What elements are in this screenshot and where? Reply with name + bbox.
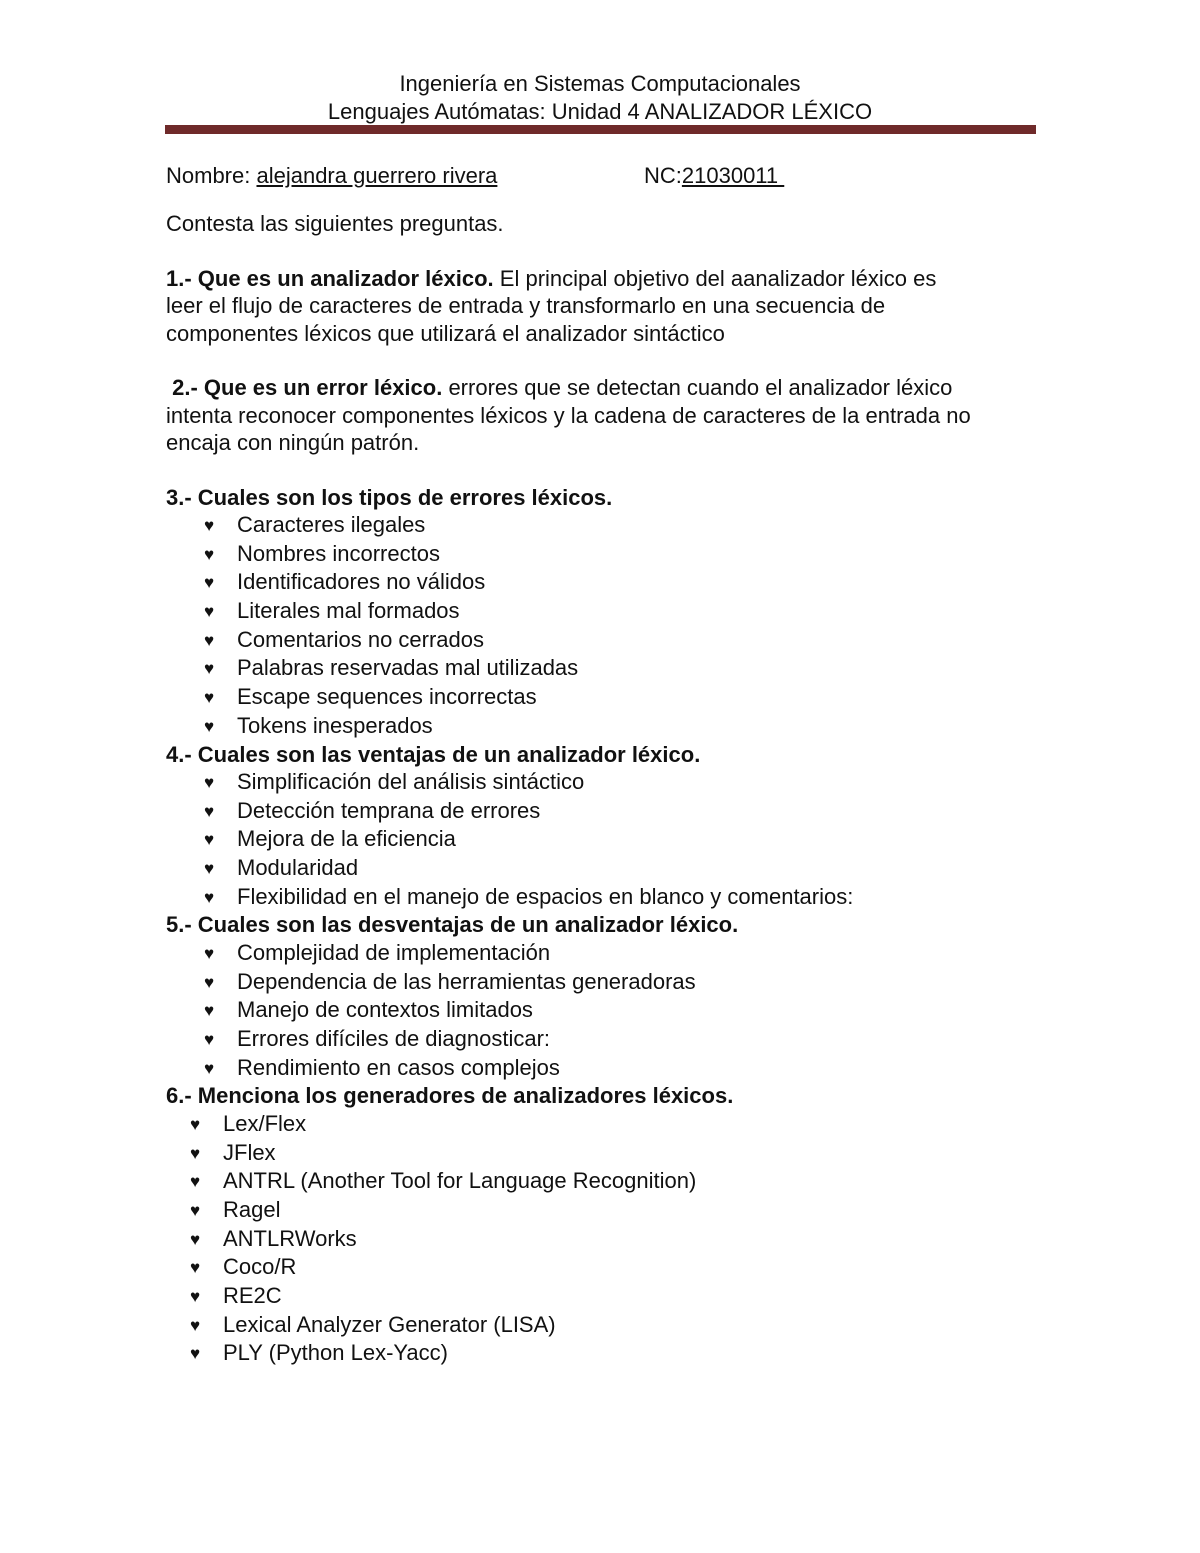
nc-value: 21030011 xyxy=(681,163,785,188)
question-4 xyxy=(166,741,1046,912)
list-item-text: Complejidad de implementación xyxy=(237,939,551,965)
heart-icon: ♥ xyxy=(204,602,215,622)
spacer xyxy=(166,238,1046,265)
list-item-text: Tokens inesperados xyxy=(237,712,433,738)
list-item xyxy=(166,883,1046,912)
heart-icon: ♥ xyxy=(204,1001,215,1021)
list-item xyxy=(166,797,1046,826)
list-item-text: Manejo de contextos limitados xyxy=(237,997,533,1023)
list-item-text: Modularidad xyxy=(237,855,359,881)
heart-icon: ♥ xyxy=(204,688,215,708)
header-institution: Ingeniería en Sistemas Computacionales xyxy=(399,71,801,96)
heart-icon: ♥ xyxy=(190,1172,201,1192)
list-item-text: Flexibilidad en el manejo de espacios en blanco y comentarios: xyxy=(237,883,854,909)
heart-icon: ♥ xyxy=(204,859,215,879)
heart-icon: ♥ xyxy=(204,943,215,963)
heart-icon: ♥ xyxy=(204,1058,215,1078)
list-item xyxy=(166,996,1046,1025)
heart-icon: ♥ xyxy=(204,801,215,821)
list-item xyxy=(166,1253,1046,1282)
question-4-label: 4.- Cuales son las ventajas de un analizador léxico. xyxy=(166,741,701,767)
spacer xyxy=(166,347,1046,374)
list-item xyxy=(166,854,1046,883)
list-item xyxy=(166,939,1046,968)
list-item-text: ANTLRWorks xyxy=(223,1225,357,1251)
list-item-text: RE2C xyxy=(223,1283,282,1308)
heart-icon: ♥ xyxy=(204,573,215,593)
question-1-answer-line: El principal objetivo del aanalizador léxico es xyxy=(493,265,937,291)
list-item xyxy=(166,968,1046,997)
heart-icon: ♥ xyxy=(204,630,215,650)
list-item-text: Rendimiento en casos complejos xyxy=(237,1054,560,1080)
list-item xyxy=(166,712,1046,741)
list-item-text: Errores difíciles de diagnosticar: xyxy=(237,1026,551,1051)
list-item xyxy=(166,1110,1046,1139)
list-item xyxy=(166,568,1046,597)
list-item-text: Escape sequences incorrectas xyxy=(237,684,537,710)
list-item xyxy=(166,1311,1046,1340)
nc-label: NC: xyxy=(644,163,682,188)
list-item xyxy=(166,1225,1046,1254)
list-item-text: PLY (Python Lex-Yacc) xyxy=(223,1340,448,1366)
list-item-text: Lexical Analyzer Generator (LISA) xyxy=(223,1311,556,1337)
heart-icon: ♥ xyxy=(204,716,215,736)
list-item xyxy=(166,825,1046,854)
list-item-text: Dependencia de las herramientas generadoras xyxy=(237,968,696,994)
question-3-label: 3.- Cuales son los tipos de errores léxicos. xyxy=(166,484,613,510)
document-body xyxy=(166,162,1046,1368)
list-item xyxy=(166,626,1046,655)
list-item xyxy=(166,683,1046,712)
heart-icon: ♥ xyxy=(204,972,215,992)
list-item-text: Identificadores no válidos xyxy=(237,569,486,595)
question-3-list xyxy=(166,511,1046,741)
question-2-label: 2.- Que es un error léxico. xyxy=(166,375,443,400)
question-6-list xyxy=(166,1110,1046,1368)
list-item-text: JFlex xyxy=(223,1139,276,1165)
question-6-label: 6.- Menciona los generadores de analizadores léxicos. xyxy=(166,1083,734,1109)
question-5 xyxy=(166,911,1046,1082)
heart-icon: ♥ xyxy=(190,1258,201,1278)
header-course-title: Lenguajes Autómatas: Unidad 4 ANALIZADOR LÉXICO xyxy=(327,99,873,124)
list-item xyxy=(166,1054,1046,1083)
instruction-text: Contesta las siguientes preguntas. xyxy=(166,211,504,236)
header-divider xyxy=(165,125,1036,134)
student-info-row xyxy=(166,162,1046,190)
list-item xyxy=(166,768,1046,797)
question-5-label: 5.- Cuales son las desventajas de un analizador léxico. xyxy=(166,912,739,938)
list-item xyxy=(166,1139,1046,1168)
heart-icon: ♥ xyxy=(190,1114,201,1134)
heart-icon: ♥ xyxy=(204,887,215,907)
question-6 xyxy=(166,1082,1046,1368)
heart-icon: ♥ xyxy=(190,1344,201,1364)
list-item xyxy=(166,597,1046,626)
list-item-text: Palabras reservadas mal utilizadas xyxy=(237,655,579,681)
list-item-text: Lex/Flex xyxy=(223,1110,307,1136)
heart-icon: ♥ xyxy=(190,1315,201,1335)
list-item-text: Detección temprana de errores xyxy=(237,797,541,823)
question-2-answer-line: intenta reconocer componentes léxicos y la cadena de caracteres de la entrada no xyxy=(166,402,971,428)
heart-icon: ♥ xyxy=(204,516,215,535)
spacer xyxy=(166,190,1046,210)
student-name: alejandra guerrero rivera xyxy=(256,163,498,188)
question-2-answer-line: errores que se detectan cuando el analizador léxico xyxy=(442,375,953,400)
list-item-text: Simplificación del análisis sintáctico xyxy=(237,769,585,794)
list-item xyxy=(166,1339,1046,1368)
heart-icon: ♥ xyxy=(190,1229,201,1249)
list-item xyxy=(166,1167,1046,1196)
list-item-text: Caracteres ilegales xyxy=(237,512,426,537)
list-item-text: Coco/R xyxy=(223,1254,297,1280)
question-3 xyxy=(166,484,1046,741)
document-header xyxy=(0,70,1200,126)
heart-icon: ♥ xyxy=(204,773,215,792)
heart-icon: ♥ xyxy=(204,830,215,850)
question-2-answer-line: encaja con ningún patrón. xyxy=(166,430,420,455)
list-item xyxy=(166,540,1046,569)
list-item-text: Nombres incorrectos xyxy=(237,540,440,566)
list-item xyxy=(166,1025,1046,1054)
question-2 xyxy=(166,374,1046,457)
question-1 xyxy=(166,265,1046,348)
heart-icon: ♥ xyxy=(204,544,215,564)
list-item xyxy=(166,654,1046,683)
list-item-text: Ragel xyxy=(223,1196,281,1222)
control-number xyxy=(644,162,784,190)
list-item-text: ANTRL (Another Tool for Language Recognition) xyxy=(223,1168,697,1194)
list-item-text: Comentarios no cerrados xyxy=(237,626,485,652)
heart-icon: ♥ xyxy=(204,1030,215,1049)
question-1-answer-line: leer el flujo de caracteres de entrada y transformarlo en una secuencia de xyxy=(166,293,886,318)
heart-icon: ♥ xyxy=(204,659,215,679)
name-label: Nombre: xyxy=(166,163,257,188)
list-item xyxy=(166,1282,1046,1311)
list-item xyxy=(166,511,1046,540)
heart-icon: ♥ xyxy=(190,1287,201,1306)
heart-icon: ♥ xyxy=(190,1200,201,1220)
question-4-list xyxy=(166,768,1046,911)
question-1-label: 1.- Que es un analizador léxico. xyxy=(166,265,494,291)
spacer xyxy=(166,457,1046,484)
question-5-list xyxy=(166,939,1046,1082)
heart-icon: ♥ xyxy=(190,1143,201,1163)
list-item-text: Literales mal formados xyxy=(237,598,460,624)
list-item xyxy=(166,1196,1046,1225)
question-1-answer-line: componentes léxicos que utilizará el analizador sintáctico xyxy=(166,320,725,346)
list-item-text: Mejora de la eficiencia xyxy=(237,826,456,852)
